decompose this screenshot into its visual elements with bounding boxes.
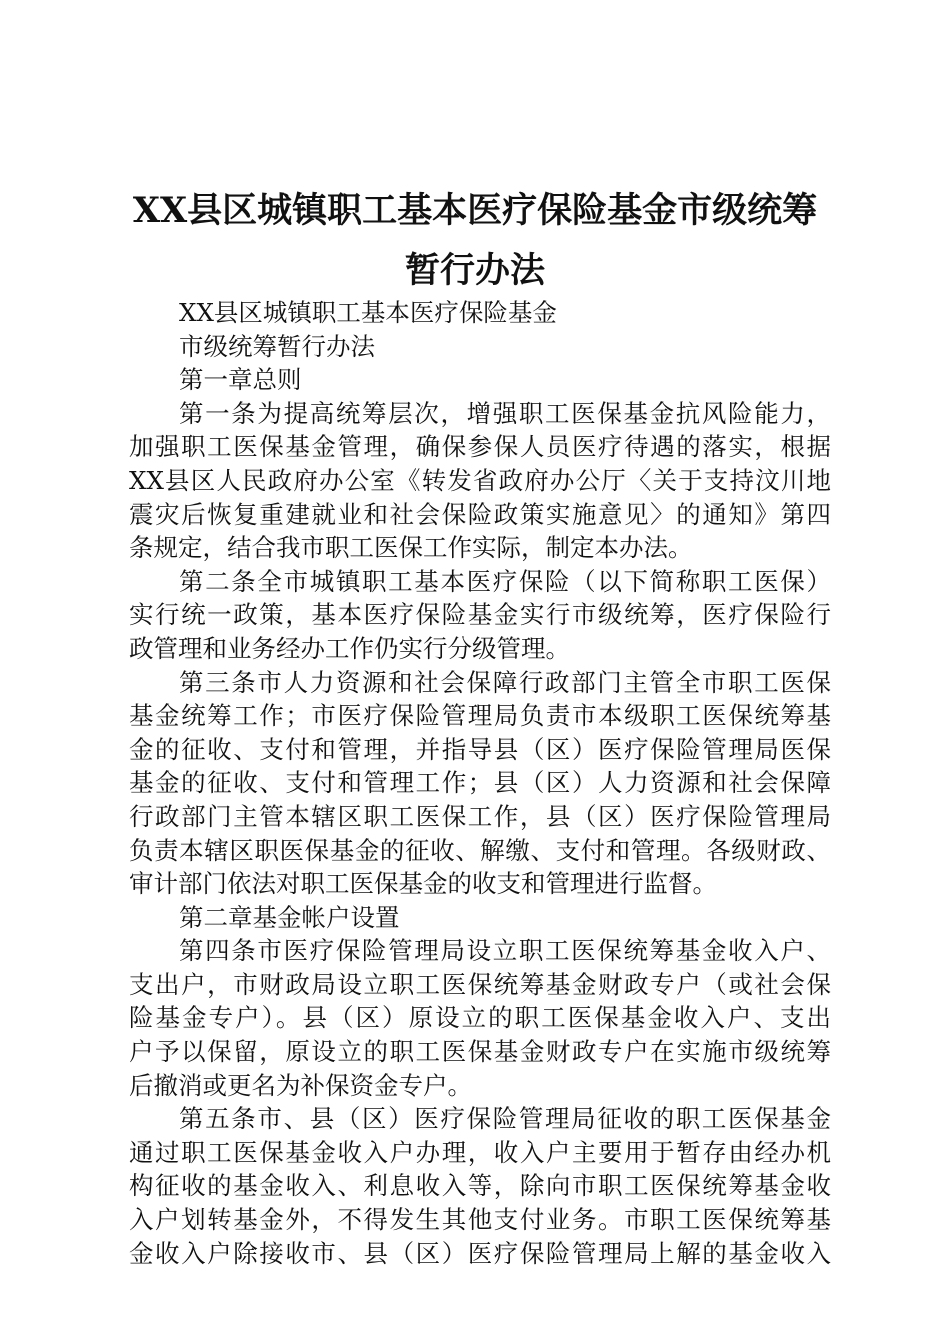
document-title-line1: XX县区城镇职工基本医疗保险基金市级统筹 — [132, 190, 818, 231]
body-text-line: 户予以保留，原设立的职工医保基金财政专户在实施市级统筹 — [129, 1037, 831, 1067]
body-text-line: 通过职工医保基金收入户办理，收入户主要用于暂存由经办机 — [129, 1137, 831, 1167]
body-text-line: 支出户，市财政局设立职工医保统筹基金财政专户（或社会保 — [129, 969, 831, 999]
body-text-line: 行政部门主管本辖区职工医保工作，县（区）医疗保险管理局 — [129, 801, 831, 831]
body-text-line: 第一章总则 — [179, 365, 302, 395]
body-text-line: 构征收的基金收入、利息收入等，除向市职工医保统筹基金收 — [129, 1171, 831, 1201]
document-body — [129, 296, 831, 1270]
body-text-line: 第五条市、县（区）医疗保险管理局征收的职工医保基金 — [179, 1104, 831, 1134]
document-title-line2: 暂行办法 — [404, 250, 545, 291]
body-text-line: 第四条市医疗保险管理局设立职工医保统筹基金收入户、 — [179, 936, 831, 966]
body-text-line: XX县区城镇职工基本医疗保险基金 — [179, 298, 557, 327]
body-text-line: 条规定，结合我市职工医保工作实际，制定本办法。 — [129, 533, 693, 563]
body-text-line: 政管理和业务经办工作仍实行分级管理。 — [129, 633, 570, 663]
body-text-line: 加强职工医保基金管理，确保参保人员医疗待遇的落实，根据 — [129, 432, 831, 462]
body-text-line: 负责本辖区职医保基金的征收、解缴、支付和管理。各级财政、 — [129, 835, 831, 865]
body-text-line: 后撤消或更名为补保资金专户。 — [129, 1070, 472, 1100]
body-text-line: 市级统筹暂行办法 — [179, 331, 375, 361]
body-text-line: 第一条为提高统筹层次，增强职工医保基金抗风险能力， — [179, 398, 831, 428]
body-text-line: 震灾后恢复重建就业和社会保险政策实施意见〉的通知》第四 — [129, 499, 831, 529]
body-text-line: 第二条全市城镇职工基本医疗保险（以下简称职工医保） — [179, 566, 831, 596]
body-text-line: 金的征收、支付和管理，并指导县（区）医疗保险管理局医保 — [129, 734, 831, 764]
body-text-line: 基金的征收、支付和管理工作；县（区）人力资源和社会保障 — [129, 768, 831, 798]
body-text-line: 第三条市人力资源和社会保障行政部门主管全市职工医保 — [179, 667, 831, 697]
body-text-line: 入户划转基金外，不得发生其他支付业务。市职工医保统筹基 — [129, 1205, 831, 1235]
body-text-line: 金收入户除接收市、县（区）医疗保险管理局上解的基金收入 — [129, 1238, 831, 1268]
body-text-line: 基金统筹工作；市医疗保险管理局负责市本级职工医保统筹基 — [129, 701, 831, 731]
body-text-line: 实行统一政策，基本医疗保险基金实行市级统筹，医疗保险行 — [129, 600, 831, 630]
body-text-line: 险基金专户）。县（区）原设立的职工医保基金收入户、支出 — [129, 1003, 831, 1033]
body-text-line: 审计部门依法对职工医保基金的收支和管理进行监督。 — [129, 869, 717, 899]
body-text-line: 第二章基金帐户设置 — [179, 902, 400, 932]
body-text-line: XX县区人民政府办公室《转发省政府办公厅〈关于支持汶川地 — [129, 465, 831, 495]
